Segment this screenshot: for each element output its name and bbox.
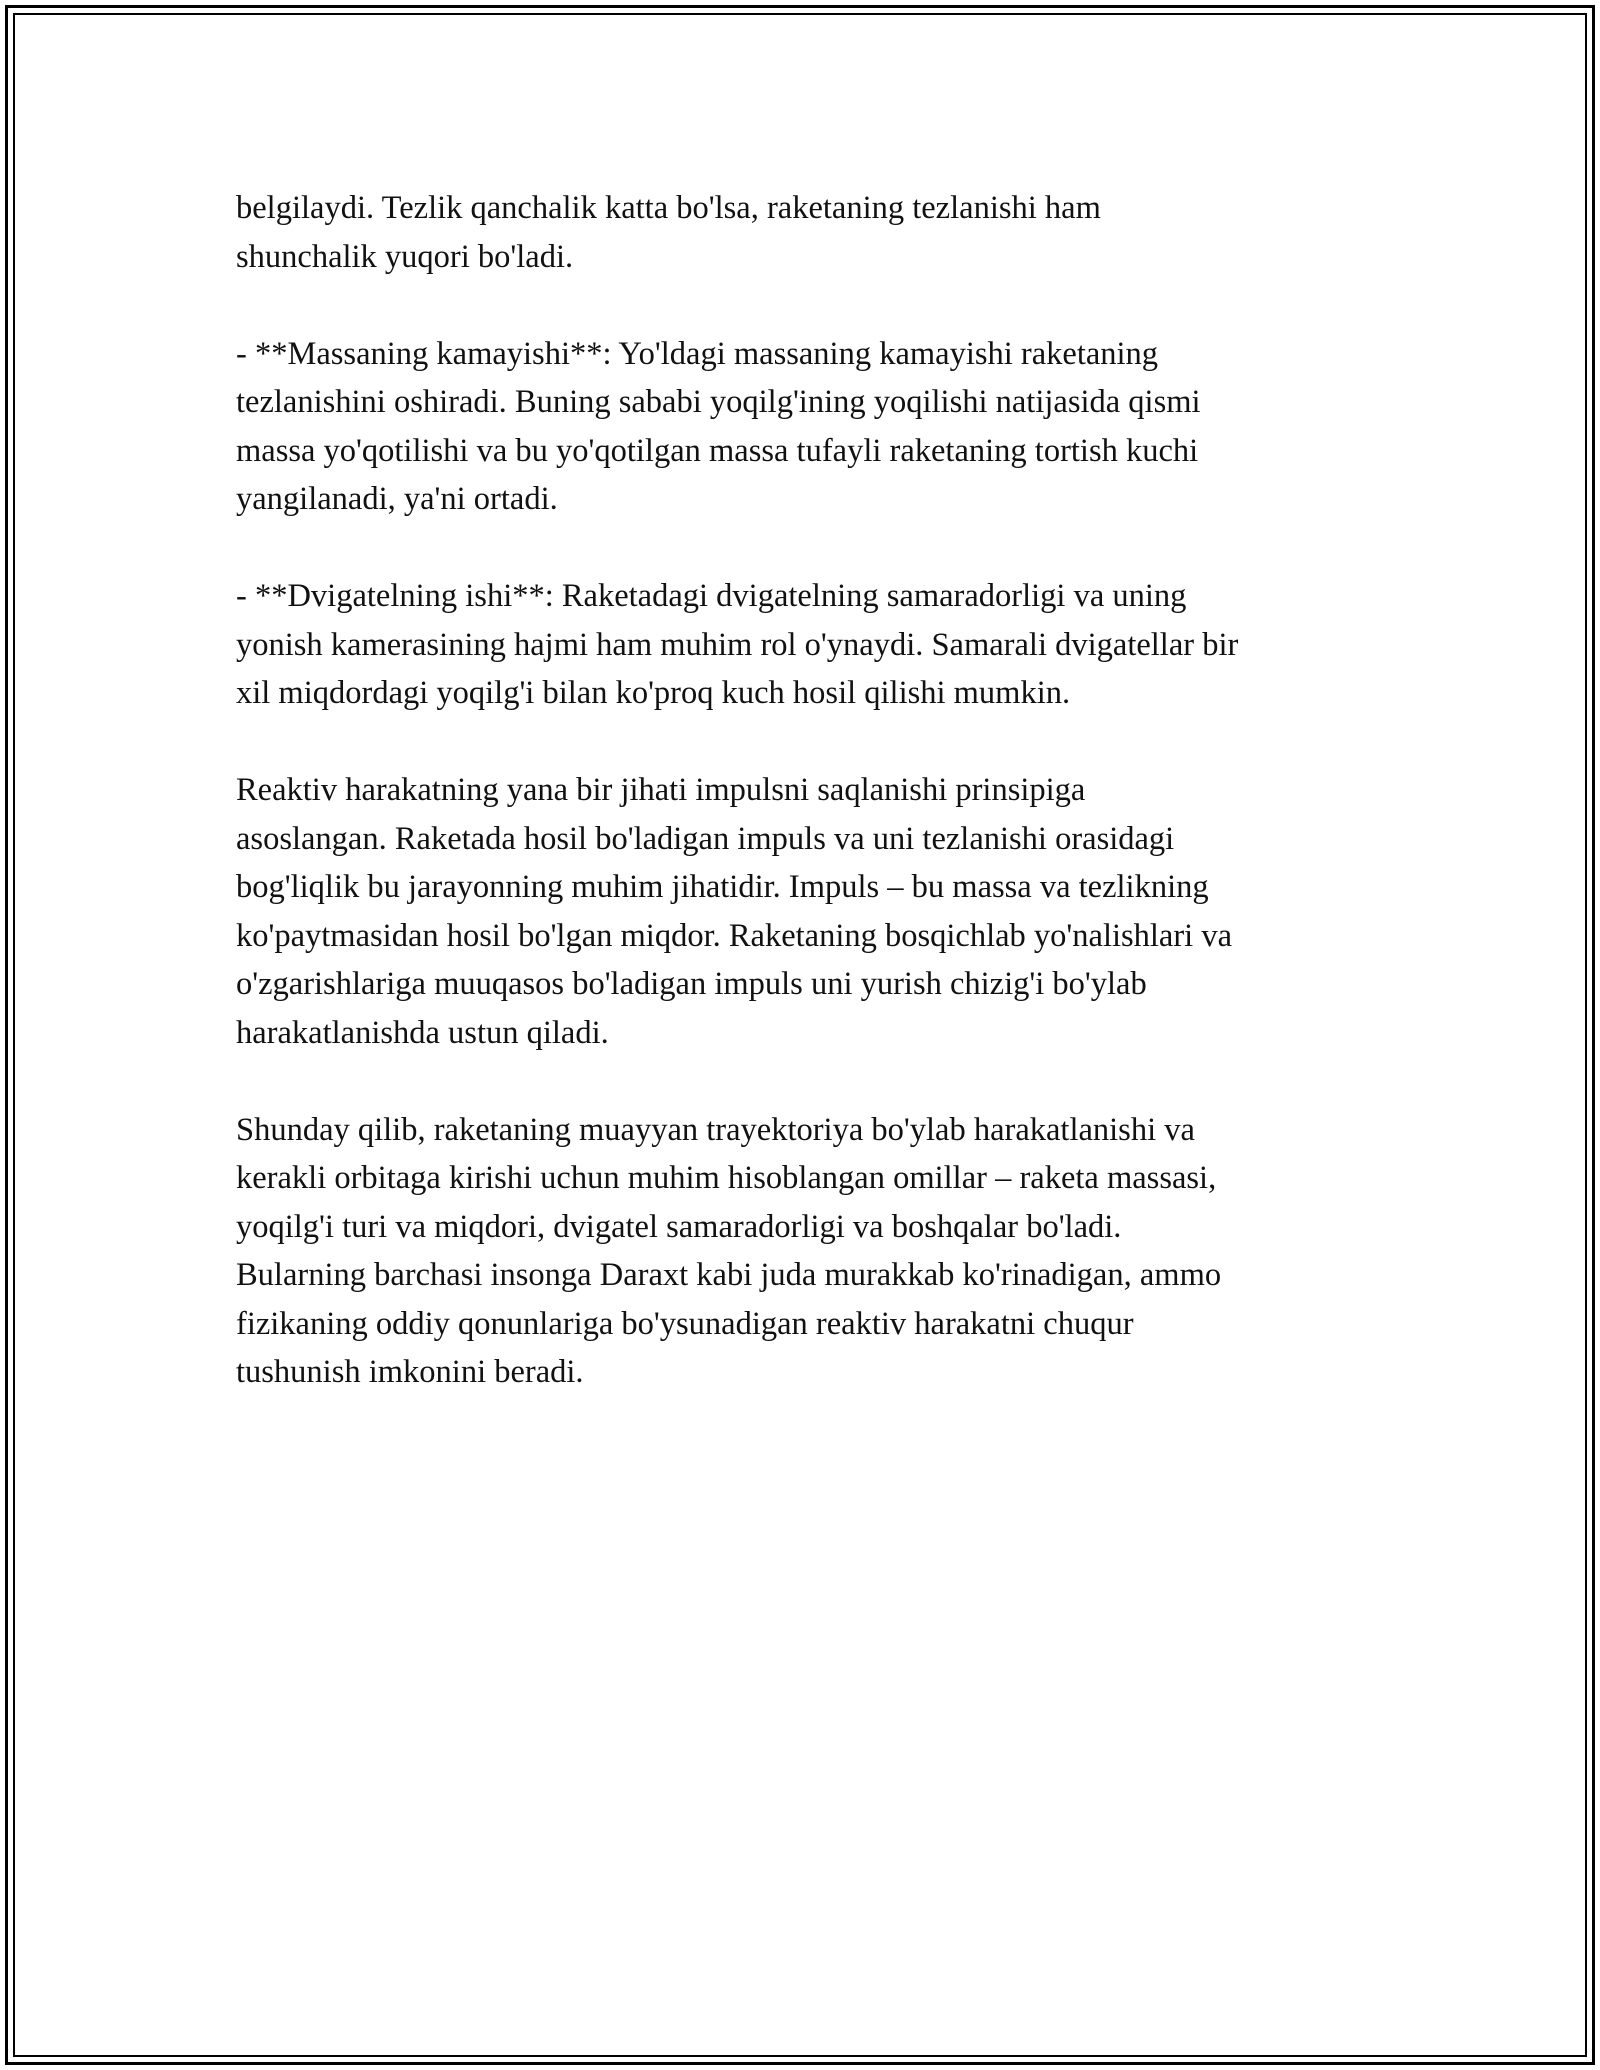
text-line: ko'paytmasidan hosil bo'lgan miqdor. Raketaning bosqichlab yo'nalishlari va <box>236 917 1233 954</box>
text-line: yonish kamerasining hajmi ham muhim rol o'ynaydi. Samarali dvigatellar bir <box>236 626 1239 663</box>
text-line: asoslangan. Raketada hosil bo'ladigan impuls va uni tezlanishi orasidagi <box>236 820 1175 857</box>
text-line: fizikaning oddiy qonunlariga bo'ysunadigan reaktiv harakatni chuqur <box>236 1305 1134 1342</box>
text-line: tushunish imkonini beradi. <box>236 1354 584 1390</box>
text-line: harakatlanishda ustun qiladi. <box>236 1014 609 1051</box>
paragraph-conclusion <box>236 1106 1376 1397</box>
text-line: - **Massaning kamayishi**: Yo'ldagi massaning kamayishi raketaning <box>236 335 1159 372</box>
text-line: yoqilg'i turi va miqdori, dvigatel samaradorligi va boshqalar bo'ladi. <box>236 1208 1122 1245</box>
paragraph-engine-work <box>236 572 1376 718</box>
text-line: Bularning barchasi insonga Daraxt kabi juda murakkab ko'rinadigan, ammo <box>236 1257 1222 1293</box>
text-line: kerakli orbitaga kirishi uchun muhim hisoblangan omillar – raketa massasi, <box>236 1160 1217 1196</box>
text-line: massa yo'qotilishi va bu yo'qotilgan massa tufayli raketaning tortish kuchi <box>236 432 1199 469</box>
text-line: Reaktiv harakatning yana bir jihati impulsni saqlanishi prinsipiga <box>236 772 1086 808</box>
text-line: Shunday qilib, raketaning muayyan trayektoriya bo'ylab harakatlanishi va <box>236 1111 1195 1148</box>
paragraph-impulse <box>236 766 1376 1057</box>
text-line: tezlanishini oshiradi. Buning sababi yoqilg'ining yoqilishi natijasida qismi <box>236 384 1201 420</box>
paragraph-mass-decrease <box>236 330 1376 524</box>
paragraph-speed-conclusion <box>236 184 1376 281</box>
text-line: bog'liqlik bu jarayonning muhim jihatidir. Impuls – bu massa va tezlikning <box>236 869 1209 905</box>
text-line: - **Dvigatelning ishi**: Raketadagi dvigatelning samaradorligi va uning <box>236 578 1187 614</box>
text-line: o'zgarishlariga muuqasos bo'ladigan impuls uni yurish chizig'i bo'ylab <box>236 966 1147 1002</box>
text-line: yangilanadi, ya'ni ortadi. <box>236 481 558 517</box>
text-line: xil miqdordagi yoqilg'i bilan ko'proq kuch hosil qilishi mumkin. <box>236 675 1071 711</box>
document-body <box>236 184 1376 1445</box>
text-line: belgilaydi. Tezlik qanchalik katta bo'lsa, raketaning tezlanishi ham <box>236 190 1101 226</box>
text-line: shunchalik yuqori bo'ladi. <box>236 238 574 275</box>
